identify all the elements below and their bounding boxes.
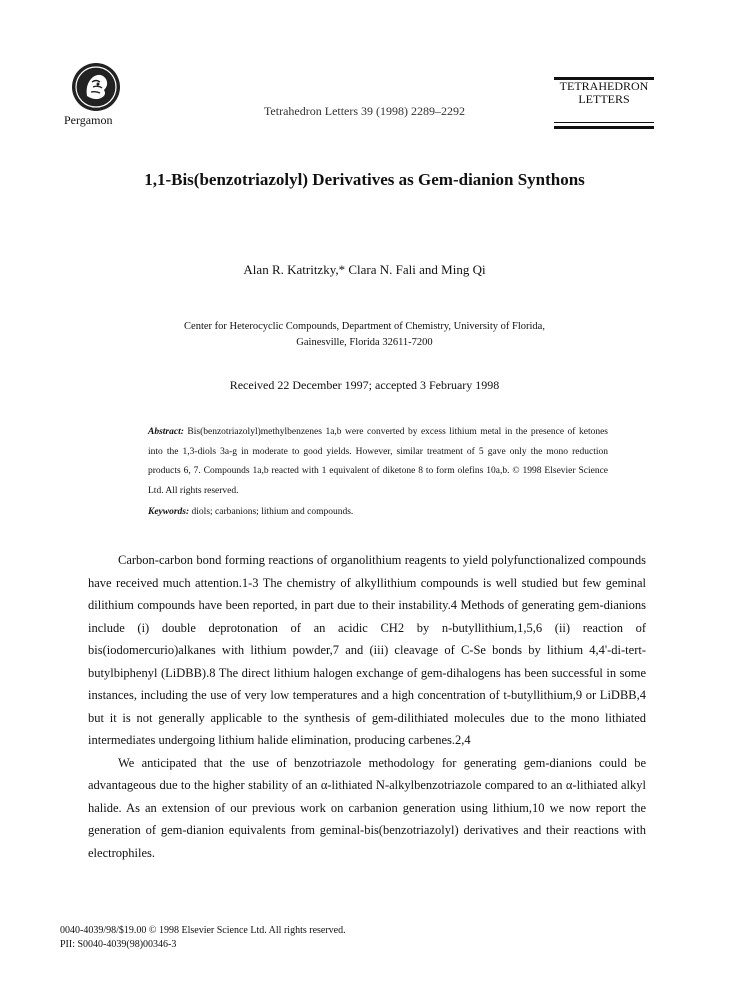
copyright-footer bbox=[60, 924, 480, 952]
affiliation-line1: Center for Heterocyclic Compounds, Department of Chemistry, University of Florida, bbox=[184, 321, 545, 332]
article-body bbox=[88, 549, 646, 864]
received-dates: Received 22 December 1997; accepted 3 February 1998 bbox=[229, 378, 500, 392]
footer-issn-line: 0040-4039/98/$19.00 © 1998 Elsevier Science Ltd. All rights reserved. bbox=[60, 925, 346, 936]
footer-pii-line: PII: S0040-4039(98)00346-3 bbox=[60, 939, 177, 950]
journal-name-line1: TETRAHEDRON bbox=[559, 79, 649, 93]
journal-name bbox=[554, 80, 654, 106]
body-paragraph-1: Carbon-carbon bond forming reactions of organolithium reagents to yield polyfunctionalized compounds have received much attention.1-3 The chemistry of alkyllithium compounds is well studied but few geminal dilithium compounds have been reported, in part due to their instability.4 Methods of generating gem-dianions include (i) double deprotonation of an acidic CH2 by n-butyllithium,1,5,6 (ii) reaction of bis(iodomercurio)alkanes with lithium powder,7 and (iii) cleavage of C-Se bonds by lithium 4,4'-di-tert-butylbiphenyl (LiDBB).8 The direct lithium halogen exchange of gem-dihalogens has been successful in some instances, including the use of very low temperatures and a high concentration of t-butyllithium,9 or LiDBB,4 but it is not generally applicable to the synthesis of gem-dilithiated molecules due to the mono lithiated intermediates undergoing lithium halide elimination, producing carbenes.2,4 bbox=[88, 553, 646, 747]
author-affiliation bbox=[0, 319, 729, 351]
body-paragraph-2: We anticipated that the use of benzotriazole methodology for generating gem-dianions could be advantageous due to the higher stability of an α-lithiated N-alkylbenzotriazole compared to an α-lithiated alkyl halide. As an extension of our previous work on carbanion generation using lithium,10 we now report the generation of gem-dianion equivalents from geminal-bis(benzotriazolyl) derivatives and their reactions with electrophiles. bbox=[88, 755, 646, 860]
abstract-label: Abstract: bbox=[148, 427, 184, 437]
keywords bbox=[148, 507, 608, 517]
header-rule-bottom bbox=[554, 122, 654, 131]
keywords-label: Keywords: bbox=[148, 507, 190, 517]
journal-reference: Tetrahedron Letters 39 (1998) 2289–2292 bbox=[263, 104, 466, 118]
abstract bbox=[148, 423, 608, 501]
affiliation-line2: Gainesville, Florida 32611-7200 bbox=[296, 337, 433, 348]
keywords-text: diols; carbanions; lithium and compounds. bbox=[191, 507, 354, 517]
article-authors: Alan R. Katritzky,* Clara N. Fali and Ming Qi bbox=[243, 262, 486, 277]
article-title: 1,1-Bis(benzotriazolyl) Derivatives as Gem-dianion Synthons bbox=[144, 170, 585, 189]
abstract-text: Bis(benzotriazolyl)methylbenzenes 1a,b were converted by excess lithium metal in the presence of ketones into the 1,3-diols 3a-g in moderate to good yields. However, similar treatment of 5 gave only the mono reduction products 6, 7. Compounds 1a,b reacted with 1 equivalent of diketone 8 to form olefins 10a,b. © 1998 Elsevier Science Ltd. All rights reserved. bbox=[148, 427, 608, 496]
publisher-name: Pergamon bbox=[64, 113, 113, 127]
journal-name-line2: LETTERS bbox=[578, 92, 630, 106]
